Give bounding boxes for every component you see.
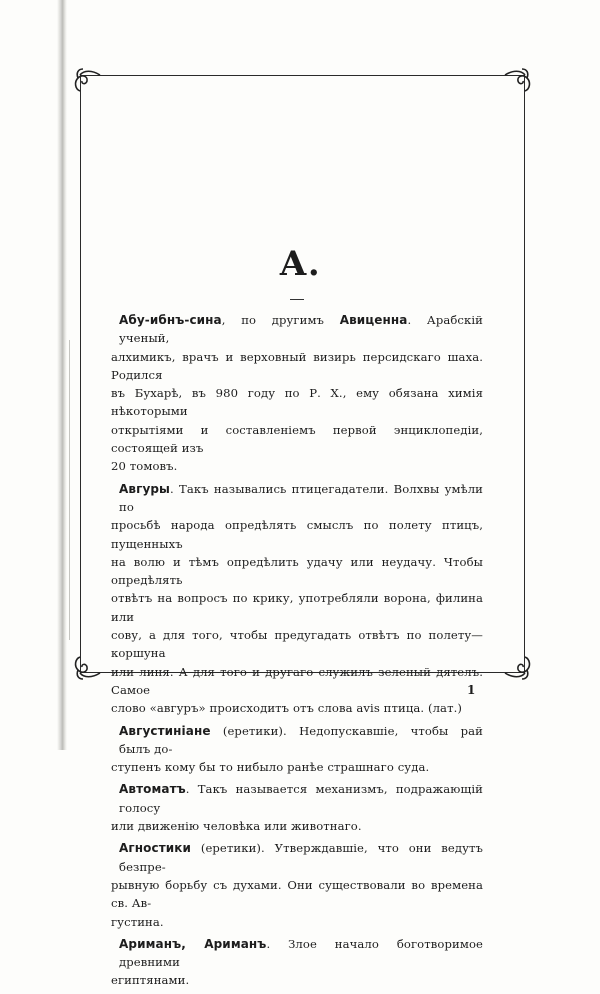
section-letter-heading: А. (279, 244, 321, 284)
entry-line: рывную борьбу съ духами. Они существовали во времена св. Ав- (111, 877, 483, 911)
entry-term: Агностики (119, 841, 192, 856)
dictionary-entry (111, 935, 483, 990)
corner-ornament-icon (503, 67, 533, 93)
entry-line: 20 томовъ. (111, 459, 178, 474)
heading-rule (290, 299, 304, 300)
entry-line: Агностики (еретики). Утверждавшіе, что они ведутъ безпре- (119, 841, 483, 874)
entry-line: Автоматъ. Такъ называется механизмъ, подражающій голосу (119, 782, 483, 815)
entry-line: отвѣтъ на вопросъ по крику, употребляли ворона, филина или (111, 591, 483, 624)
page-spine-line (69, 340, 70, 640)
entry-line: алхимикъ, врачъ и верховный визирь персидскаго шаха. Родился (111, 349, 483, 382)
entry-term: Автоматъ (119, 782, 186, 797)
page-spine-edge (57, 0, 67, 750)
entry-line: на волю и тѣмъ опредѣлить удачу или неудачу. Чтобы опредѣлять (111, 554, 483, 588)
dictionary-entry (111, 311, 483, 476)
corner-ornament-icon (72, 67, 102, 93)
entry-line: Августиніане (еретики). Недопускавшіе, чтобы рай былъ до- (119, 723, 483, 756)
entry-line: слово «авгуръ» происходитъ отъ слова avis птица. (лат.) (111, 701, 462, 716)
page-number: 1 (467, 683, 476, 697)
entry-line: египтянами. (111, 973, 190, 988)
dictionary-entry (111, 722, 483, 777)
dictionary-text (111, 311, 483, 994)
dictionary-entry (111, 480, 483, 718)
entry-line: открытіями и составленіемъ первой энциклопедіи, состоящей изъ (111, 422, 483, 456)
entry-line: просьбѣ народа опредѣлять смыслъ по полету птицъ, пущенныхъ (111, 518, 483, 551)
entry-line: густина. (111, 914, 164, 929)
corner-ornament-icon (72, 655, 102, 681)
entry-line: сову, а для того, чтобы предугадать отвѣтъ по полету—коршуна (111, 628, 483, 661)
entry-term: Авгуры (119, 481, 171, 496)
entry-line: Ариманъ, Ариманъ. Злое начало боготворимое древними (119, 936, 483, 970)
entry-line: въ Бухарѣ, въ 980 году по Р. Х., ему обязана химія нѣкоторыми (111, 386, 483, 419)
entry-line: Авгуры. Такъ назывались птицегадатели. Волхвы умѣли по (119, 481, 483, 514)
entry-term: Абу-ибнъ-сина (119, 313, 222, 327)
entry-line: Абу-ибнъ-сина, по другимъ Авиценна. Арабскій ученый, (119, 313, 484, 346)
entry-term: Ариманъ, Ариманъ (119, 936, 267, 951)
entry-line: ступенъ кому бы то нибыло ранѣе страшнаго суда. (111, 760, 430, 775)
entry-line: или линя. А для того и другаго служилъ зеленый дятелъ. Самое (111, 664, 483, 697)
corner-ornament-icon (503, 655, 533, 681)
entry-term-alt: Авиценна (339, 313, 408, 327)
dictionary-entry (111, 839, 483, 930)
entry-term: Августиніане (119, 723, 211, 738)
entry-line: или движенію человѣка или животнаго. (111, 819, 362, 834)
dictionary-entry (111, 780, 483, 835)
